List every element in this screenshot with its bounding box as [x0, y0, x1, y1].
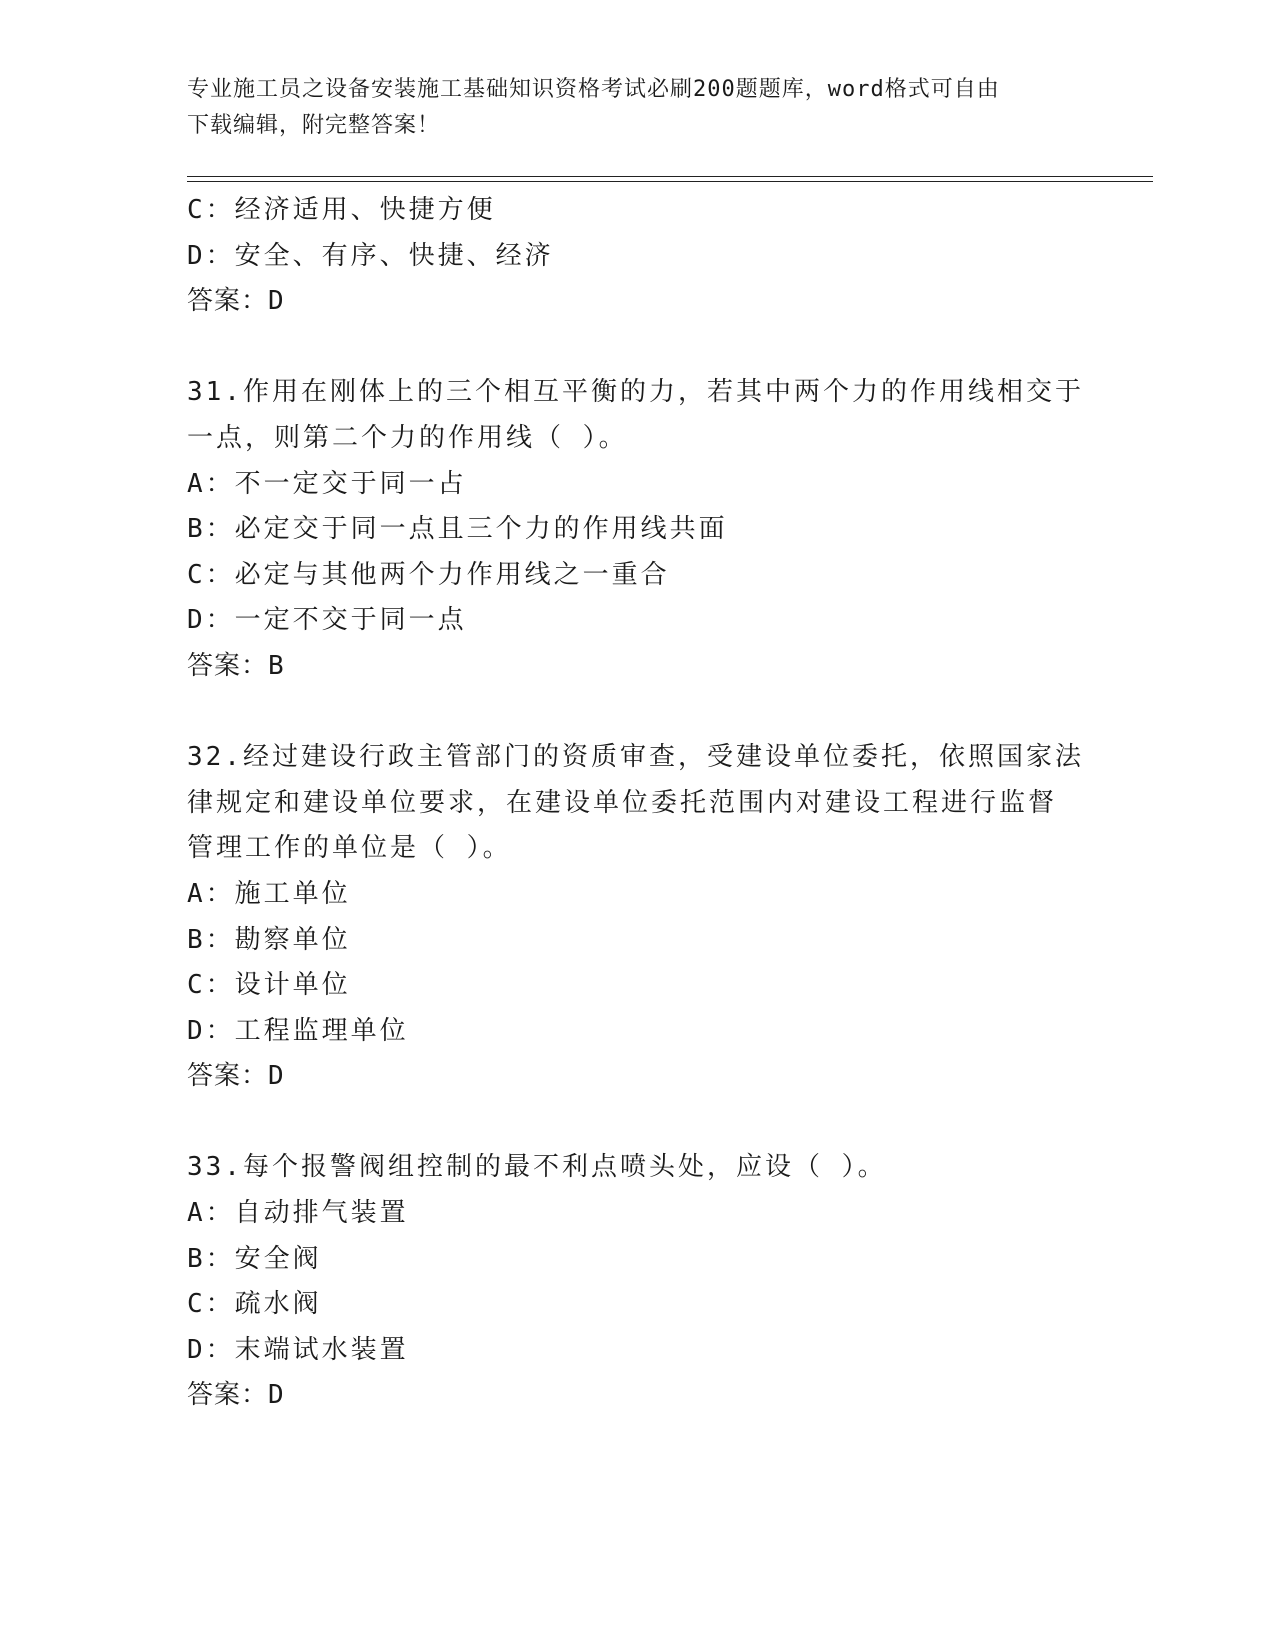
question-stem-line: 32.经过建设行政主管部门的资质审查，受建设单位委托，依照国家法 [187, 742, 1084, 773]
question-content [187, 188, 1087, 1419]
option-a: A：施工单位 [187, 878, 351, 909]
answer-line: 答案：B [187, 650, 285, 681]
question-stem-line: 律规定和建设单位要求，在建设单位委托范围内对建设工程进行监督 [187, 787, 1058, 818]
question-31 [187, 370, 1087, 689]
option-c: C：设计单位 [187, 970, 351, 1001]
option-b: B：必定交于同一点且三个力的作用线共面 [187, 514, 728, 545]
answer-line: 答案：D [187, 1061, 285, 1092]
question-stem-line: 31.作用在刚体上的三个相互平衡的力，若其中两个力的作用线相交于 [187, 377, 1084, 408]
question-33 [187, 1145, 1087, 1419]
page-header [187, 72, 1067, 144]
option-d: D：一定不交于同一点 [187, 605, 467, 636]
option-a: A：自动排气装置 [187, 1198, 409, 1229]
option-a: A：不一定交于同一占 [187, 468, 467, 499]
question-32 [187, 735, 1087, 1100]
carryover-question [187, 188, 1087, 325]
header-title-line-1: 专业施工员之设备安装施工基础知识资格考试必刷200题题库，word格式可自由 [187, 77, 1000, 102]
option-c: C：经济适用、快捷方便 [187, 195, 496, 225]
answer-line: 答案：D [187, 1380, 285, 1411]
question-stem-line: 管理工作的单位是（ ）。 [187, 833, 512, 864]
option-d: D：末端试水装置 [187, 1334, 409, 1365]
option-c: C：疏水阀 [187, 1289, 322, 1320]
option-b: B：勘察单位 [187, 924, 351, 955]
header-divider [187, 176, 1153, 182]
header-title-line-2: 下载编辑，附完整答案！ [187, 113, 441, 138]
option-d: D：安全、有序、快捷、经济 [187, 240, 554, 271]
question-stem-line: 33.每个报警阀组控制的最不利点喷头处，应设（ ）。 [187, 1152, 887, 1183]
option-b: B：安全阀 [187, 1243, 322, 1274]
option-d: D：工程监理单位 [187, 1015, 409, 1046]
question-stem-line: 一点，则第二个力的作用线（ ）。 [187, 422, 628, 453]
spacer [187, 325, 1087, 371]
answer-line: 答案：D [187, 286, 285, 317]
spacer [187, 690, 1087, 736]
option-c: C：必定与其他两个力作用线之一重合 [187, 559, 670, 590]
spacer [187, 1100, 1087, 1146]
